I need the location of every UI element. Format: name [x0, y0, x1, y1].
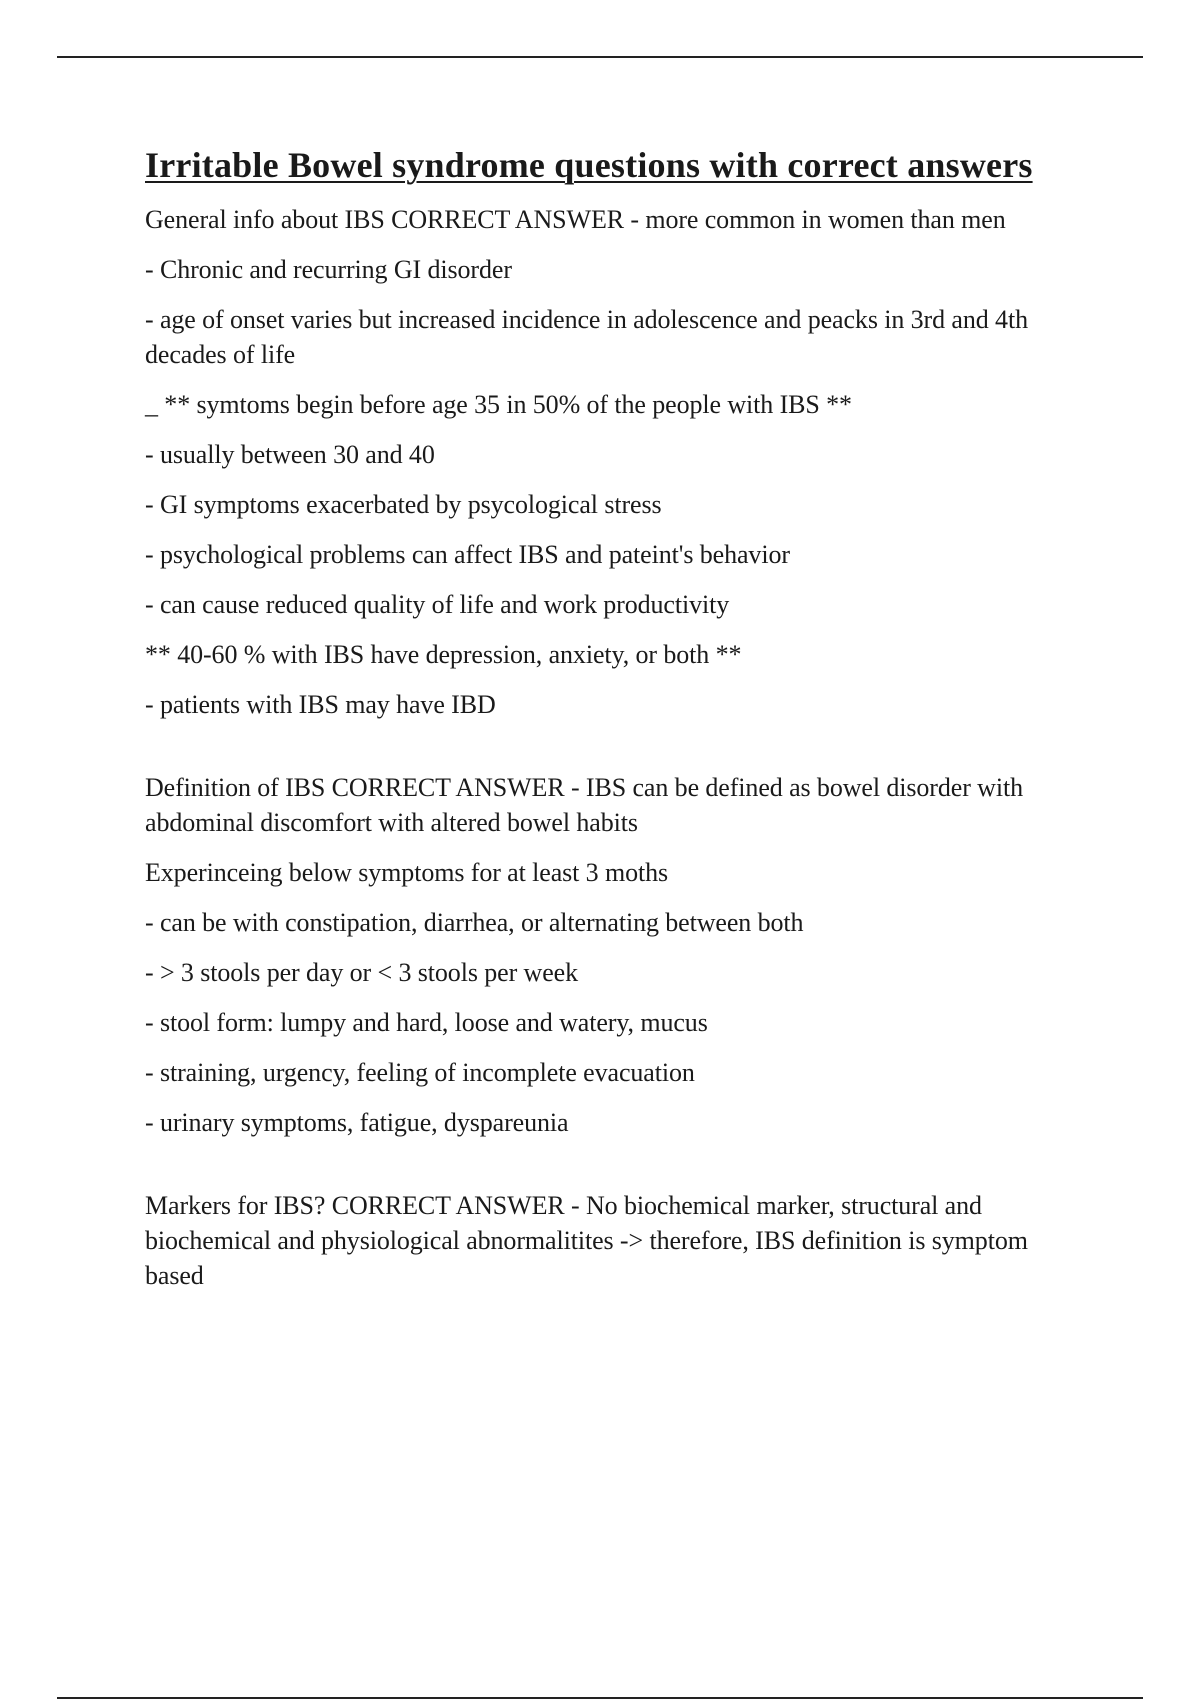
paragraph: - urinary symptoms, fatigue, dyspareunia — [145, 1108, 569, 1137]
paragraph: - Chronic and recurring GI disorder — [145, 255, 512, 284]
document-title: Irritable Bowel syndrome questions with correct answers — [145, 145, 1033, 185]
section-markers — [145, 1188, 1085, 1293]
paragraph: - straining, urgency, feeling of incomplete evacuation — [145, 1058, 695, 1087]
paragraph: - usually between 30 and 40 — [145, 440, 435, 469]
paragraph: - psychological problems can affect IBS and pateint's behavior — [145, 540, 790, 569]
paragraph: Markers for IBS? CORRECT ANSWER - No biochemical marker, structural and biochemical and physiological abnormalitites -> therefore, IBS definition is symptom based — [145, 1191, 1028, 1290]
document-body — [145, 140, 1085, 1308]
section-definition — [145, 770, 1085, 1140]
paragraph: - can be with constipation, diarrhea, or alternating between both — [145, 908, 804, 937]
paragraph: ** 40-60 % with IBS have depression, anxiety, or both ** — [145, 640, 742, 669]
paragraph: - stool form: lumpy and hard, loose and watery, mucus — [145, 1008, 708, 1037]
paragraph: _ ** symtoms begin before age 35 in 50% of the people with IBS ** — [145, 390, 852, 419]
paragraph: - patients with IBS may have IBD — [145, 690, 496, 719]
paragraph: - can cause reduced quality of life and work productivity — [145, 590, 730, 619]
section-general-info — [145, 202, 1085, 722]
footer-rule — [57, 1697, 1143, 1699]
paragraph: - age of onset varies but increased incidence in adolescence and peacks in 3rd and 4th decades of life — [145, 305, 1028, 369]
paragraph: Definition of IBS CORRECT ANSWER - IBS can be defined as bowel disorder with abdominal discomfort with altered bowel habits — [145, 773, 1023, 837]
paragraph: General info about IBS CORRECT ANSWER - more common in women than men — [145, 205, 1006, 234]
paragraph: Experinceing below symptoms for at least 3 moths — [145, 858, 669, 887]
header-rule — [57, 56, 1143, 58]
paragraph: - > 3 stools per day or < 3 stools per week — [145, 958, 579, 987]
paragraph: - GI symptoms exacerbated by psycological stress — [145, 490, 662, 519]
